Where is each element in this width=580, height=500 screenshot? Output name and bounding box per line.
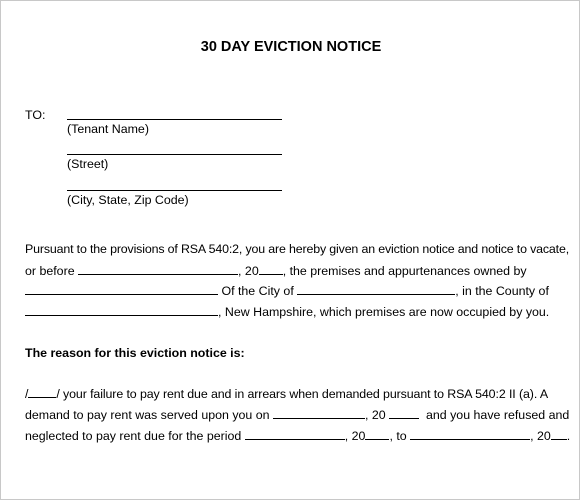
reason-line1-text-a: / xyxy=(25,387,29,401)
paragraph1-line4 xyxy=(25,303,549,320)
paragraph1-line2-text-a: or before xyxy=(25,264,75,278)
reason-line3 xyxy=(25,427,570,444)
paragraph1-line2 xyxy=(25,262,527,279)
demand-year-blank[interactable] xyxy=(389,406,419,419)
reason-line2 xyxy=(25,406,569,423)
document-title: 30 DAY EVICTION NOTICE xyxy=(200,39,382,55)
reason-line3-text-a: neglected to pay rent due for the period xyxy=(25,429,242,443)
reason-line2-text-c: and you have refused and xyxy=(426,408,570,422)
demand-date-blank[interactable] xyxy=(273,406,365,419)
date-before-blank[interactable] xyxy=(78,262,238,275)
street-line[interactable] xyxy=(67,154,282,155)
reason-line2-text-b: , 20 xyxy=(364,408,386,422)
city-blank[interactable] xyxy=(297,282,455,295)
period-end-year-blank[interactable] xyxy=(551,427,567,440)
city-state-zip-line[interactable] xyxy=(67,190,282,191)
reason-line1-text-b: / your failure to pay rent due and in arrears when demanded pursuant to RSA 540:2 II (a). A xyxy=(56,387,548,401)
period-start-blank[interactable] xyxy=(245,427,345,440)
tenant-name-line[interactable] xyxy=(67,119,282,120)
reason-line3-text-b: , 20 xyxy=(344,429,366,443)
reason-line3-text-d: , 20 xyxy=(530,429,551,443)
reason-line2-text-a: demand to pay rent was served upon you on xyxy=(25,408,270,422)
reason-checkbox-blank[interactable] xyxy=(28,385,56,398)
reason-line1 xyxy=(25,385,548,402)
paragraph1-line1: Pursuant to the provisions of RSA 540:2, you are hereby given an eviction notice and notice to vacate, xyxy=(25,242,570,256)
year-before-blank[interactable] xyxy=(259,262,283,275)
paragraph1-line3 xyxy=(25,282,549,299)
owner-name-blank[interactable] xyxy=(25,282,218,295)
period-end-blank[interactable] xyxy=(410,427,530,440)
street-caption: (Street) xyxy=(67,157,109,171)
paragraph1-line2-text-b: , 20 xyxy=(238,264,259,278)
reason-line3-text-c: , to xyxy=(389,429,407,443)
paragraph1-line3-text-b: , in the County of xyxy=(455,284,549,298)
reason-line3-text-e: . xyxy=(566,429,571,443)
city-state-zip-caption: (City, State, Zip Code) xyxy=(67,193,189,207)
tenant-name-caption: (Tenant Name) xyxy=(67,122,149,136)
paragraph1-line3-text-a: Of the City of xyxy=(221,284,294,298)
county-blank[interactable] xyxy=(25,303,218,316)
reason-heading: The reason for this eviction notice is: xyxy=(25,346,245,360)
paragraph1-line4-text-a: , New Hampshire, which premises are now occupied by you. xyxy=(218,305,550,319)
period-start-year-blank[interactable] xyxy=(365,427,389,440)
to-label: TO: xyxy=(25,108,46,122)
paragraph1-line2-text-c: , the premises and appurtenances owned by xyxy=(282,264,527,278)
